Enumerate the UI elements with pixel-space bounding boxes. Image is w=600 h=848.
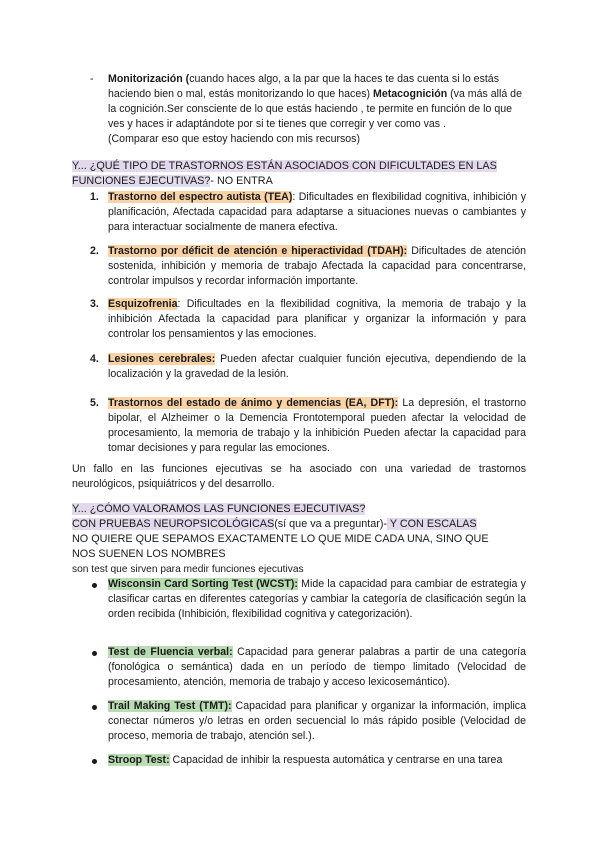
- dash-bullet: -: [90, 73, 94, 85]
- list-number: 2.: [90, 245, 99, 257]
- monitor-note: (Comparar eso que estoy haciendo con mis recursos): [108, 133, 361, 145]
- metacognition-term: Metacognición: [373, 88, 448, 100]
- section2-line4: NOS SUENEN LOS NOMBRES: [72, 548, 226, 560]
- bullet-dot: [92, 583, 97, 588]
- test-text: Mide la capacidad para cambiar de estrategia y clasificar cartas en diferentes categorías y cambiar la categoría de clasificación según la orden recibida (Inhibición, flexibilidad cognitiva y categorización).: [108, 578, 526, 620]
- bullet-dot: [92, 651, 97, 656]
- test-term: Trail Making Test (TMT):: [108, 700, 232, 712]
- list-item: [108, 190, 526, 235]
- test-item: [108, 753, 548, 768]
- section2-line5: son test que sirven para medir funciones ejecutivas: [72, 564, 304, 575]
- section2-line2b: (sí que va a preguntar)-: [274, 518, 388, 530]
- section1-closing: Un fallo en las funciones ejecutivas se ha asociado con una variedad de trastornos neurológicos, psiquiátricos y del desarrollo.: [72, 463, 526, 490]
- list-number: 1.: [90, 191, 99, 203]
- section2-heading-line1: Y... ¿CÓMO VALORAMOS LAS FUNCIONES EJECUTIVAS?: [72, 503, 366, 515]
- item-text: Dificultades de atención sostenida, inhibición y memoria de trabajo Afectada la capacidad para concentrarse, controlar impulsos y recordar información importante.: [108, 245, 526, 287]
- test-text: Capacidad para generar palabras a partir de una categoría (fonológica o semántica) dada en un período de tiempo limitado (Velocidad de procesamiento, atención, memoria de trabajo y acceso lexicosemántico).: [108, 646, 526, 688]
- item-text: La depresión, el trastorno bipolar, el Alzheimer o la Demencia Frontotemporal pueden afectar la velocidad de procesamiento, la memoria de trabajo y la inhibición Pueden afectar la capacidad para tomar decisiones y para regular las emociones.: [108, 397, 526, 454]
- list-item: [108, 396, 526, 456]
- item-term: Trastorno del espectro autista (TEA): [108, 191, 293, 203]
- bullet-dot: [92, 759, 97, 764]
- list-number: 5.: [90, 397, 99, 409]
- test-text: Capacidad para planificar y organizar la información, implica conectar números y/o letras en orden secuencial lo más rápido posible (Velocidad de proceso, memoria de trabajo, atención sel.).: [108, 700, 526, 742]
- list-item: [108, 244, 526, 289]
- test-term: Wisconsin Card Sorting Test (WCST):: [108, 578, 298, 590]
- monitor-term: Monitorización (: [108, 73, 190, 85]
- section2-line2a: CON PRUEBAS NEUROPSICOLÓGICAS: [72, 518, 275, 530]
- item-text: : Dificultades en flexibilidad cognitiva, inhibición y planificación, Afectada capacidad para adaptarse a situaciones nuevas o cambiantes y para interactuar socialmente de manera efectiva.: [108, 191, 526, 233]
- test-term: Test de Fluencia verbal:: [108, 646, 233, 658]
- section1-heading-line2: FUNCIONES EJECUTIVAS?: [72, 175, 211, 187]
- section1-heading: [72, 159, 532, 189]
- item-term: Trastornos del estado de ánimo y demencias (EA, DFT):: [108, 397, 399, 409]
- monitor-text: cuando haces algo, a la par que la haces te das cuenta si lo estás haciendo bien o mal, estás monitorizando lo que haces): [108, 73, 499, 100]
- test-item: [108, 699, 526, 744]
- section2-line2c: Y CON ESCALAS: [387, 518, 477, 530]
- test-text: Capacidad de inhibir la respuesta automática y centrarse en una tarea: [169, 754, 503, 766]
- section2-line3: NO QUIERE QUE SEPAMOS EXACTAMENTE LO QUE MIDE CADA UNA, SINO QUE: [72, 533, 489, 545]
- test-item: [108, 577, 526, 622]
- list-item: [108, 297, 526, 342]
- item-text: : Dificultades en la flexibilidad cognitiva, la memoria de trabajo y la inhibición Afectada la capacidad para planificar y organizar la información y para controlar los pensamientos y las emociones.: [108, 298, 526, 340]
- item-text: Pueden afectar cualquier función ejecutiva, dependiendo de la localización y la gravedad de la lesión.: [108, 353, 527, 380]
- item-term: Esquizofrenia: [108, 298, 178, 310]
- bullet-dot: [92, 705, 97, 710]
- test-term: Stroop Test:: [108, 754, 170, 766]
- test-item: [108, 645, 526, 690]
- section2-heading: [72, 502, 532, 562]
- item-term: Trastorno por déficit de atención e hiperactividad (TDAH):: [108, 245, 408, 257]
- list-number: 3.: [90, 298, 99, 310]
- list-number: 4.: [90, 353, 99, 365]
- section1-heading-line1: Y... ¿QUÉ TIPO DE TRASTORNOS ESTÁN ASOCIADOS CON DIFICULTADES EN LAS: [72, 160, 497, 172]
- section1-heading-note: - NO ENTRA: [210, 175, 273, 187]
- item-term: Lesiones cerebrales:: [108, 353, 216, 365]
- monitor-paragraph: [108, 72, 526, 147]
- list-item: [108, 352, 526, 382]
- metacognition-text: (va más allá de la cognición.Ser consciente de lo que estás haciendo , te permite en función de lo que ves y haces ir adaptándote por si te tienes que corregir y ver como vas .: [108, 88, 522, 130]
